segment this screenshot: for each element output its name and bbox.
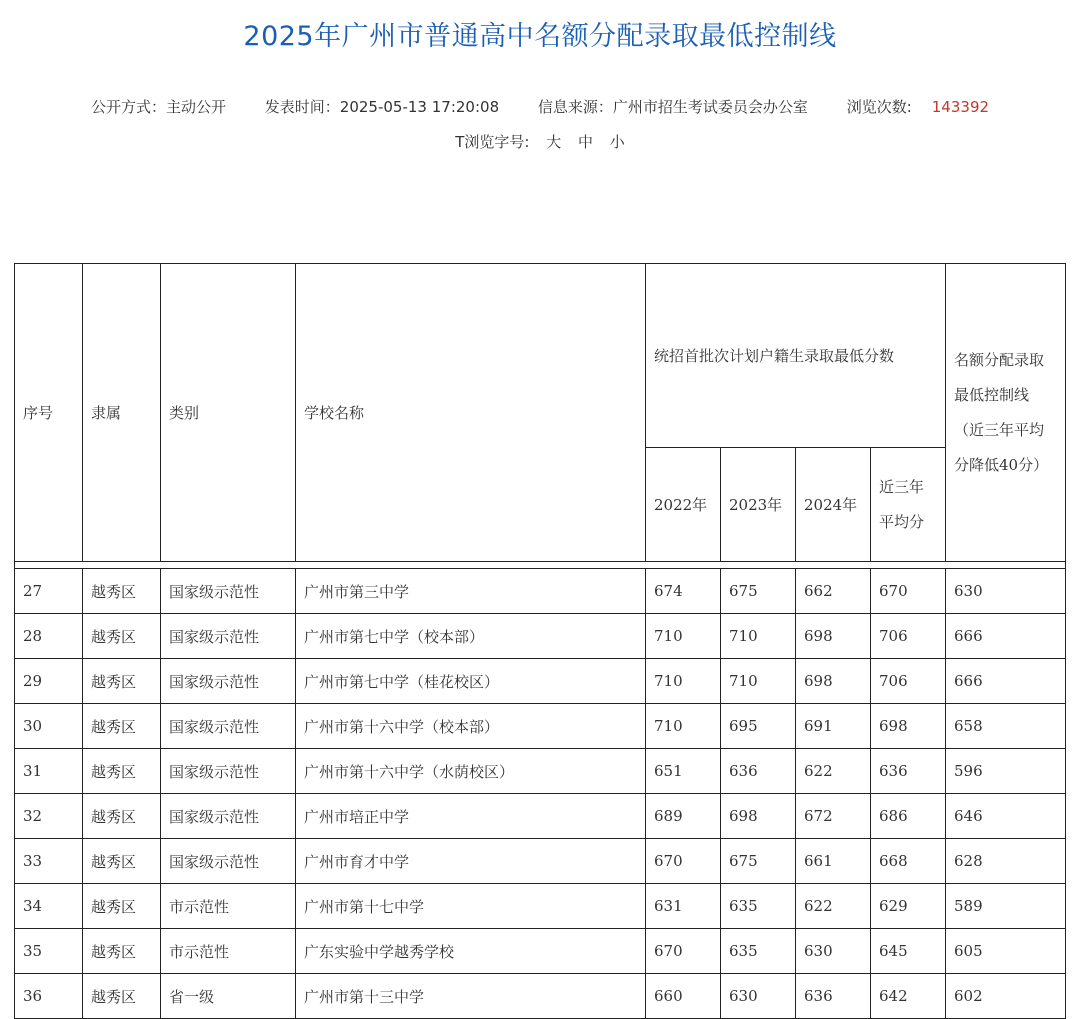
- cell-average: 670: [871, 569, 946, 614]
- table-row: [15, 614, 1066, 659]
- cell-index: 36: [15, 974, 83, 1019]
- cell-district: 越秀区: [83, 659, 161, 704]
- cell-school: 广州市第三中学: [296, 569, 646, 614]
- font-size-label: T浏览字号:: [455, 133, 530, 151]
- cell-2023: 635: [721, 884, 796, 929]
- score-table: [14, 263, 1066, 1019]
- header-2022: 2022年: [646, 448, 721, 562]
- header-2023: 2023年: [721, 448, 796, 562]
- cell-index: 33: [15, 839, 83, 884]
- cell-2024: 698: [796, 659, 871, 704]
- cell-category: 市示范性: [161, 884, 296, 929]
- cell-2022: 660: [646, 974, 721, 1019]
- views-info: [847, 96, 989, 117]
- cell-school: 广州市第十六中学（水荫校区）: [296, 749, 646, 794]
- table-row: [15, 839, 1066, 884]
- cell-category: 国家级示范性: [161, 569, 296, 614]
- cell-average: 706: [871, 614, 946, 659]
- header-category: 类别: [161, 264, 296, 562]
- cell-school: 广州市第七中学（桂花校区）: [296, 659, 646, 704]
- table-body: [15, 562, 1066, 1019]
- cell-category: 市示范性: [161, 929, 296, 974]
- cell-index: 34: [15, 884, 83, 929]
- font-size-large-button[interactable]: 大: [546, 133, 562, 151]
- cell-2024: 661: [796, 839, 871, 884]
- cell-2022: 710: [646, 659, 721, 704]
- cell-2022: 651: [646, 749, 721, 794]
- cell-average: 686: [871, 794, 946, 839]
- cell-quota-line: 646: [946, 794, 1066, 839]
- cell-quota-line: 666: [946, 659, 1066, 704]
- table-row: [15, 929, 1066, 974]
- cell-index: 27: [15, 569, 83, 614]
- source-info: [538, 96, 808, 117]
- cell-2022: 710: [646, 704, 721, 749]
- cell-average: 706: [871, 659, 946, 704]
- source-value: 广州市招生考试委员会办公室: [612, 98, 808, 116]
- table-row: [15, 659, 1066, 704]
- cell-2024: 630: [796, 929, 871, 974]
- header-index: 序号: [15, 264, 83, 562]
- cell-category: 国家级示范性: [161, 659, 296, 704]
- cell-category: 国家级示范性: [161, 704, 296, 749]
- cell-index: 32: [15, 794, 83, 839]
- table-row: [15, 794, 1066, 839]
- cell-2024: 622: [796, 884, 871, 929]
- cell-2022: 710: [646, 614, 721, 659]
- views-label: 浏览次数:: [846, 98, 912, 116]
- table-row: [15, 704, 1066, 749]
- cell-district: 越秀区: [83, 614, 161, 659]
- cell-quota-line: 628: [946, 839, 1066, 884]
- cell-2023: 710: [721, 659, 796, 704]
- cell-quota-line: 596: [946, 749, 1066, 794]
- disclosure-info: [91, 96, 226, 117]
- table-row: [15, 974, 1066, 1019]
- cell-2023: 675: [721, 569, 796, 614]
- table-row: [15, 884, 1066, 929]
- cell-2024: 698: [796, 614, 871, 659]
- cell-2024: 662: [796, 569, 871, 614]
- cell-school: 广州市培正中学: [296, 794, 646, 839]
- cell-2023: 698: [721, 794, 796, 839]
- cell-2024: 691: [796, 704, 871, 749]
- cell-index: 31: [15, 749, 83, 794]
- cell-quota-line: 605: [946, 929, 1066, 974]
- disclosure-value: 主动公开: [165, 98, 226, 116]
- font-size-small-button[interactable]: 小: [609, 133, 625, 151]
- cell-quota-line: 666: [946, 614, 1066, 659]
- cell-index: 29: [15, 659, 83, 704]
- header-2024: 2024年: [796, 448, 871, 562]
- cell-school: 广州市第七中学（校本部）: [296, 614, 646, 659]
- cell-category: 国家级示范性: [161, 614, 296, 659]
- cell-2022: 670: [646, 839, 721, 884]
- table-row: [15, 569, 1066, 614]
- font-size-medium-button[interactable]: 中: [577, 133, 593, 151]
- views-count: 143392: [931, 98, 990, 116]
- article-meta: [0, 96, 1080, 117]
- cell-quota-line: 589: [946, 884, 1066, 929]
- header-score-group: 统招首批次计划户籍生录取最低分数: [646, 264, 946, 448]
- cell-school: 广东实验中学越秀学校: [296, 929, 646, 974]
- cell-2023: 630: [721, 974, 796, 1019]
- cell-index: 30: [15, 704, 83, 749]
- cell-category: 国家级示范性: [161, 749, 296, 794]
- cell-2024: 636: [796, 974, 871, 1019]
- cell-school: 广州市第十三中学: [296, 974, 646, 1019]
- cell-average: 629: [871, 884, 946, 929]
- cell-2023: 636: [721, 749, 796, 794]
- cell-2023: 710: [721, 614, 796, 659]
- cell-average: 698: [871, 704, 946, 749]
- cell-quota-line: 630: [946, 569, 1066, 614]
- cell-average: 642: [871, 974, 946, 1019]
- page-title: 2025年广州市普通高中名额分配录取最低控制线: [243, 21, 837, 52]
- header-school: 学校名称: [296, 264, 646, 562]
- cell-category: 国家级示范性: [161, 839, 296, 884]
- table-row: [15, 749, 1066, 794]
- header-gap: [15, 562, 1066, 569]
- cell-district: 越秀区: [83, 884, 161, 929]
- published-time: 2025-05-13 17:20:08: [339, 98, 500, 116]
- cell-2023: 695: [721, 704, 796, 749]
- cell-2023: 675: [721, 839, 796, 884]
- cell-district: 越秀区: [83, 839, 161, 884]
- cell-district: 越秀区: [83, 794, 161, 839]
- published-info: [265, 96, 499, 117]
- cell-2022: 689: [646, 794, 721, 839]
- font-size-switcher: [0, 131, 1080, 152]
- cell-quota-line: 602: [946, 974, 1066, 1019]
- cell-district: 越秀区: [83, 749, 161, 794]
- cell-category: 国家级示范性: [161, 794, 296, 839]
- cell-index: 28: [15, 614, 83, 659]
- cell-average: 645: [871, 929, 946, 974]
- header-quota-line: 名额分配录取最低控制线（近三年平均分降低40分）: [946, 264, 1066, 562]
- cell-2024: 622: [796, 749, 871, 794]
- cell-2024: 672: [796, 794, 871, 839]
- cell-average: 668: [871, 839, 946, 884]
- cell-district: 越秀区: [83, 569, 161, 614]
- cell-quota-line: 658: [946, 704, 1066, 749]
- cell-district: 越秀区: [83, 929, 161, 974]
- disclosure-label: 公开方式：: [90, 98, 166, 116]
- cell-2022: 674: [646, 569, 721, 614]
- cell-2023: 635: [721, 929, 796, 974]
- cell-2022: 631: [646, 884, 721, 929]
- header-district: 隶属: [83, 264, 161, 562]
- cell-index: 35: [15, 929, 83, 974]
- published-label: 发表时间：: [264, 98, 340, 116]
- cell-district: 越秀区: [83, 974, 161, 1019]
- cell-average: 636: [871, 749, 946, 794]
- source-label: 信息来源：: [537, 98, 613, 116]
- cell-category: 省一级: [161, 974, 296, 1019]
- cell-school: 广州市育才中学: [296, 839, 646, 884]
- cell-2022: 670: [646, 929, 721, 974]
- cell-school: 广州市第十六中学（校本部）: [296, 704, 646, 749]
- cell-district: 越秀区: [83, 704, 161, 749]
- cell-school: 广州市第十七中学: [296, 884, 646, 929]
- header-three-year-average: 近三年平均分: [871, 448, 946, 562]
